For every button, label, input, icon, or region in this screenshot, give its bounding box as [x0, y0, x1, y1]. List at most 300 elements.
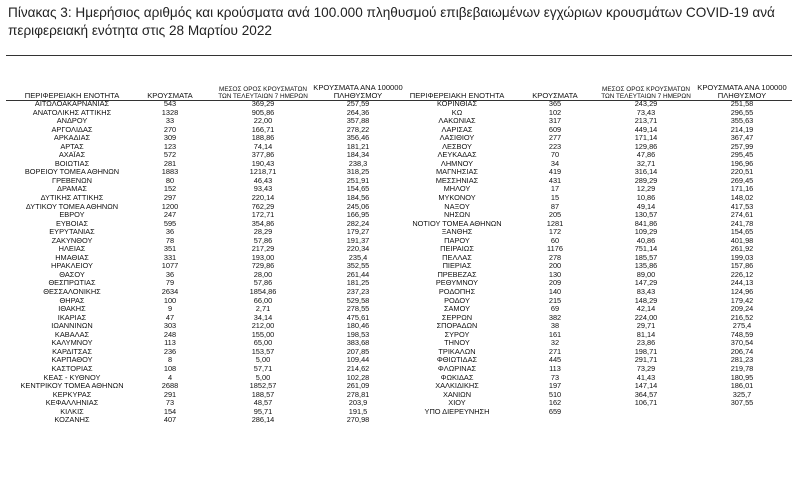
per100k-cell: 216,52	[730, 312, 754, 322]
region-cell: ΚΕΑΣ - ΚΥΘΝΟΥ	[43, 372, 101, 382]
avg7-cell: 291,71	[634, 355, 658, 365]
avg7-cell: 32,71	[636, 158, 656, 168]
header-per100k-left-line1: ΚΡΟΥΣΜΑΤΑ ΑΝΑ 100000	[313, 83, 403, 92]
avg7-cell: 153,57	[251, 346, 275, 356]
per100k-cell: 186,01	[730, 381, 754, 391]
avg7-cell: 5,00	[255, 372, 271, 382]
region-cell: ΑΡΤΑΣ	[60, 141, 84, 151]
region-cell: ΑΙΤΩΛΟΑΚΑΡΝΑΝΙΑΣ	[34, 99, 110, 108]
region-cell: ΚΑΛΥΜΝΟΥ	[51, 338, 93, 348]
right-cases-column	[520, 100, 590, 416]
cases-cell: 572	[163, 150, 177, 160]
region-cell: ΑΡΚΑΔΙΑΣ	[53, 133, 91, 143]
cases-cell: 317	[548, 116, 562, 126]
cases-cell: 510	[548, 389, 562, 399]
cases-cell: 108	[163, 363, 177, 373]
avg7-cell: 83,43	[636, 287, 656, 297]
per100k-cell: 219,78	[730, 363, 754, 373]
region-cell: ΔΡΑΜΑΣ	[57, 184, 87, 194]
region-cell: ΞΑΝΘΗΣ	[441, 227, 473, 237]
per100k-cell: 196,96	[730, 158, 754, 168]
cases-cell: 36	[165, 269, 175, 279]
cases-cell: 205	[548, 210, 562, 220]
per100k-cell: 275,4	[732, 321, 752, 331]
per100k-cell: 214,19	[730, 124, 754, 134]
avg7-cell: 147,14	[634, 381, 658, 391]
region-cell: ΚΑΒΑΛΑΣ	[54, 329, 90, 339]
region-cell: ΡΟΔΟΥ	[444, 295, 470, 305]
cases-cell: 8	[167, 355, 173, 365]
per100k-cell: 207,85	[346, 346, 370, 356]
header-avg7-left-line2: ΤΩΝ ΤΕΛΕΥΤΑΙΩΝ 7 ΗΜΕΡΩΝ	[218, 93, 308, 100]
cases-cell: 309	[163, 133, 177, 143]
region-cell: ΛΑΡΙΣΑΣ	[441, 124, 473, 134]
avg7-cell: 354,86	[251, 218, 275, 228]
cases-cell: 595	[163, 218, 177, 228]
per100k-cell: 401,98	[730, 235, 754, 245]
region-cell: ΣΥΡΟΥ	[444, 329, 470, 339]
header-avg7-left-line1: ΜΕΣΟΣ ΟΡΟΣ ΚΡΟΥΣΜΑΤΩΝ	[219, 86, 307, 93]
cases-cell: 431	[548, 175, 562, 185]
per100k-cell: 124,96	[730, 287, 754, 297]
region-cell: ΛΕΣΒΟΥ	[442, 141, 472, 151]
right-per100k-column	[690, 100, 794, 416]
cases-cell: 1883	[161, 167, 179, 177]
per100k-cell: 154,65	[346, 184, 370, 194]
per100k-cell: 184,34	[346, 150, 370, 160]
cases-cell: 659	[548, 406, 562, 416]
region-cell: ΝΑΞΟΥ	[444, 201, 470, 211]
cases-cell: 102	[548, 107, 562, 117]
per100k-cell: 274,61	[730, 210, 754, 220]
region-cell: ΠΙΕΡΙΑΣ	[442, 261, 472, 271]
region-cell: ΜΥΚΟΝΟΥ	[438, 193, 476, 203]
per100k-cell: 251,91	[346, 175, 370, 185]
per100k-cell: 357,88	[346, 116, 370, 126]
cases-cell: 1281	[546, 218, 564, 228]
region-cell: ΕΥΡΥΤΑΝΙΑΣ	[49, 227, 95, 237]
avg7-cell: 89,00	[636, 269, 656, 279]
avg7-cell: 155,00	[251, 329, 275, 339]
per100k-cell: 199,03	[730, 252, 754, 262]
avg7-cell: 1854,86	[249, 287, 277, 297]
region-cell: ΦΩΚΙΔΑΣ	[440, 372, 474, 382]
avg7-cell: 29,71	[636, 321, 656, 331]
per100k-cell: 179,27	[346, 227, 370, 237]
region-cell: ΠΕΙΡΑΙΩΣ	[440, 244, 474, 254]
avg7-cell	[596, 408, 696, 417]
region-cell: ΝΟΤΙΟΥ ΤΟΜΕΑ ΑΘΗΝΩΝ	[412, 218, 502, 228]
region-cell: ΙΩΑΝΝΙΝΩΝ	[51, 321, 93, 331]
per100k-cell: 191,5	[348, 406, 368, 416]
region-cell: ΥΠΟ ΔΙΕΡΕΥΝΗΣΗ	[424, 406, 490, 416]
cases-cell: 609	[548, 124, 562, 134]
avg7-cell: 93,43	[253, 184, 273, 194]
per100k-cell: 220,34	[346, 244, 370, 254]
avg7-cell: 28,29	[253, 227, 273, 237]
region-cell: ΕΒΡΟΥ	[59, 210, 85, 220]
per100k-cell: 157,86	[730, 261, 754, 271]
avg7-cell: 190,43	[251, 158, 275, 168]
per100k-cell: 257,59	[346, 99, 370, 108]
caption-divider	[6, 55, 792, 56]
per100k-cell: 238,3	[348, 158, 368, 168]
region-cell: ΛΗΜΝΟΥ	[440, 158, 474, 168]
region-cell: ΦΘΙΩΤΙΔΑΣ	[436, 355, 478, 365]
avg7-cell: 47,86	[636, 150, 656, 160]
cases-cell: 79	[165, 278, 175, 288]
region-cell: ΣΑΜΟΥ	[443, 304, 471, 314]
per100k-cell: 154,65	[730, 227, 754, 237]
avg7-cell: 841,86	[634, 218, 658, 228]
per100k-cell: 355,63	[730, 116, 754, 126]
region-cell: ΖΑΚΥΝΘΟΥ	[51, 235, 93, 245]
avg7-cell: 286,14	[251, 415, 275, 425]
avg7-cell: 147,29	[634, 278, 658, 288]
cases-cell: 60	[550, 235, 560, 245]
right-avg7-column	[596, 100, 696, 416]
avg7-cell: 130,57	[634, 210, 658, 220]
per100k-cell: 179,42	[730, 295, 754, 305]
cases-cell: 152	[163, 184, 177, 194]
header-per100k-right-line2: ΠΛΗΘΥΣΜΟΥ	[717, 91, 767, 100]
per100k-cell: 102,28	[346, 372, 370, 382]
per100k-cell: 307,55	[730, 398, 754, 408]
cases-cell: 200	[548, 261, 562, 271]
region-cell: ΤΗΝΟΥ	[444, 338, 470, 348]
per100k-cell: 184,56	[346, 193, 370, 203]
avg7-cell: 28,00	[253, 269, 273, 279]
cases-cell: 87	[550, 201, 560, 211]
header-region-left: ΠΕΡΙΦΕΡΕΙΑΚΗ ΕΝΟΤΗΤΑ	[24, 91, 120, 100]
region-cell: ΚΩ	[451, 107, 463, 117]
cases-cell: 382	[548, 312, 562, 322]
avg7-cell: 2,71	[255, 304, 271, 314]
region-cell: ΘΕΣΠΡΩΤΙΑΣ	[48, 278, 96, 288]
avg7-cell: 188,86	[251, 133, 275, 143]
avg7-cell: 46,43	[253, 175, 273, 185]
cases-cell: 407	[163, 415, 177, 425]
header-avg7-right-line1: ΜΕΣΟΣ ΟΡΟΣ ΚΡΟΥΣΜΑΤΩΝ	[602, 86, 690, 93]
header-cases-left: ΚΡΟΥΣΜΑΤΑ	[147, 91, 193, 100]
region-cell: ΛΑΚΩΝΙΑΣ	[438, 116, 476, 126]
cases-cell: 215	[548, 295, 562, 305]
region-cell: ΠΡΕΒΕΖΑΣ	[437, 269, 477, 279]
region-cell: ΠΑΡΟΥ	[444, 235, 470, 245]
region-cell: ΚΙΛΚΙΣ	[60, 406, 84, 416]
avg7-cell: 166,71	[251, 124, 275, 134]
region-cell: ΒΟΡΕΙΟΥ ΤΟΜΕΑ ΑΘΗΝΩΝ	[24, 167, 120, 177]
header-per100k-right-line1: ΚΡΟΥΣΜΑΤΑ ΑΝΑ 100000	[697, 83, 787, 92]
cases-cell: 113	[549, 363, 561, 373]
per100k-cell: 318,25	[346, 167, 370, 177]
cases-cell: 80	[165, 175, 175, 185]
avg7-cell: 41,43	[636, 372, 656, 382]
avg7-cell: 217,29	[251, 244, 275, 254]
region-cell: ΦΛΩΡΙΝΑΣ	[437, 363, 477, 373]
per100k-cell: 235,4	[348, 252, 368, 262]
per100k-cell: 748,59	[730, 329, 754, 339]
cases-cell: 248	[163, 329, 177, 339]
region-cell: ΠΕΛΛΑΣ	[442, 252, 472, 262]
per100k-cell: 237,23	[346, 287, 370, 297]
avg7-cell: 364,57	[634, 389, 658, 399]
cases-cell: 223	[548, 141, 562, 151]
cases-cell: 36	[165, 227, 175, 237]
cases-cell: 130	[548, 269, 562, 279]
region-cell: ΘΕΣΣΑΛΟΝΙΚΗΣ	[43, 287, 101, 297]
region-cell: ΤΡΙΚΑΛΩΝ	[438, 346, 476, 356]
avg7-cell: 42,14	[636, 304, 656, 314]
avg7-cell: 57,71	[253, 363, 273, 373]
avg7-cell: 22,00	[253, 116, 273, 126]
cases-cell: 73	[550, 372, 560, 382]
per100k-cell: 370,54	[730, 338, 754, 348]
cases-cell: 47	[165, 312, 175, 322]
per100k-cell: 325,7	[732, 389, 752, 399]
avg7-cell: 73,29	[636, 363, 656, 373]
per100k-cell: 180,95	[730, 372, 754, 382]
avg7-cell: 65,00	[253, 338, 273, 348]
per100k-cell: 261,92	[730, 244, 754, 254]
per100k-cell: 278,55	[346, 304, 370, 314]
cases-cell: 172	[548, 227, 562, 237]
region-cell: ΘΑΣΟΥ	[59, 269, 85, 279]
region-cell: ΓΡΕΒΕΝΩΝ	[52, 175, 92, 185]
per100k-cell: 251,58	[730, 99, 754, 108]
avg7-cell: 172,71	[251, 210, 275, 220]
header-cases-right: ΚΡΟΥΣΜΑΤΑ	[532, 91, 578, 100]
region-cell: ΔΥΤΙΚΗΣ ΑΤΤΙΚΗΣ	[40, 193, 104, 203]
per100k-cell: 226,12	[730, 269, 754, 279]
avg7-cell: 95,71	[253, 406, 273, 416]
cases-cell: 271	[548, 346, 562, 356]
cases-cell: 9	[167, 304, 173, 314]
avg7-cell: 10,86	[636, 193, 656, 203]
avg7-cell: 148,29	[634, 295, 658, 305]
cases-cell: 278	[548, 252, 562, 262]
per100k-cell: 109,44	[346, 355, 370, 365]
cases-cell: 445	[548, 355, 562, 365]
avg7-cell: 198,71	[634, 346, 658, 356]
region-cell: ΑΝΔΡΟΥ	[56, 116, 88, 126]
cases-cell: 281	[163, 158, 177, 168]
per100k-cell: 356,46	[346, 133, 370, 143]
cases-cell: 100	[163, 295, 177, 305]
per100k-cell: 166,95	[346, 210, 370, 220]
per100k-cell: 198,53	[346, 329, 370, 339]
avg7-cell: 109,29	[634, 227, 658, 237]
left-per100k-column	[306, 100, 410, 425]
cases-cell: 291	[163, 389, 177, 399]
avg7-cell: 369,29	[251, 99, 275, 108]
cases-cell: 70	[550, 150, 560, 160]
region-cell: ΜΗΛΟΥ	[443, 184, 471, 194]
avg7-cell: 5,00	[255, 355, 271, 365]
avg7-cell: 220,14	[251, 193, 275, 203]
avg7-cell: 188,57	[251, 389, 275, 399]
cases-cell: 277	[548, 133, 562, 143]
per100k-cell: 282,24	[346, 218, 370, 228]
per100k-cell: 269,45	[730, 175, 754, 185]
region-cell: ΜΕΣΣΗΝΙΑΣ	[435, 175, 479, 185]
per100k-cell: 261,09	[346, 381, 370, 391]
avg7-cell: 40,86	[636, 235, 656, 245]
per100k-cell: 203,9	[348, 398, 368, 408]
cases-cell: 1077	[161, 261, 179, 271]
avg7-cell: 213,71	[634, 116, 658, 126]
per100k-cell: 191,37	[346, 235, 370, 245]
avg7-cell: 34,14	[253, 312, 273, 322]
per100k-cell: 281,23	[730, 355, 754, 365]
region-cell: ΒΟΙΩΤΙΑΣ	[54, 158, 90, 168]
table-caption: Πίνακας 3: Ημερήσιος αριθμός και κρούσματα ανά 100.000 πληθυσμού επιβεβαιωμένων εγχώριων κρουσμάτων COVID-19 ανά περιφερειακή ενότητα στις 28 Μαρτίου 2022	[8, 5, 775, 38]
region-cell: ΕΥΒΟΙΑΣ	[55, 218, 89, 228]
avg7-cell: 48,57	[253, 398, 273, 408]
per100k-cell: 244,13	[730, 278, 754, 288]
cases-cell: 351	[163, 244, 177, 254]
per100k-cell: 171,16	[730, 184, 754, 194]
region-cell: ΑΝΑΤΟΛΙΚΗΣ ΑΤΤΙΚΗΣ	[32, 107, 112, 117]
per100k-cell: 209,24	[730, 304, 754, 314]
avg7-cell: 762,29	[251, 201, 275, 211]
cases-cell: 78	[165, 235, 175, 245]
cases-cell: 4	[167, 372, 173, 382]
per100k-cell: 181,21	[346, 141, 370, 151]
region-cell: ΗΡΑΚΛΕΙΟΥ	[51, 261, 93, 271]
per100k-cell: 367,47	[730, 133, 754, 143]
cases-cell: 1328	[161, 107, 179, 117]
avg7-cell: 729,86	[251, 261, 275, 271]
region-cell: ΚΟΖΑΝΗΣ	[54, 415, 90, 425]
per100k-cell: 352,55	[346, 261, 370, 271]
cases-cell: 1176	[547, 244, 563, 254]
avg7-cell: 449,14	[634, 124, 658, 134]
cases-cell: 34	[550, 158, 560, 168]
per100k-cell: 181,25	[346, 278, 370, 288]
cases-cell: 32	[550, 338, 560, 348]
per100k-cell: 417,53	[730, 201, 754, 211]
left-region-column	[6, 100, 138, 425]
per100k-cell: 270,98	[346, 415, 370, 425]
avg7-cell: 224,00	[634, 312, 658, 322]
cases-cell: 154	[163, 406, 177, 416]
per100k-cell: 475,61	[346, 312, 370, 322]
cases-cell: 33	[165, 116, 175, 126]
avg7-cell: 1218,71	[249, 167, 277, 177]
avg7-cell: 81,14	[636, 329, 656, 339]
per100k-cell: 529,58	[346, 295, 370, 305]
cases-cell: 1200	[161, 201, 179, 211]
region-cell: ΧΑΝΙΩΝ	[442, 389, 472, 399]
region-cell: ΧΑΛΚΙΔΙΚΗΣ	[435, 381, 479, 391]
cases-cell: 140	[548, 287, 562, 297]
cases-cell: 162	[548, 398, 562, 408]
region-cell: ΚΑΣΤΟΡΙΑΣ	[51, 363, 93, 373]
avg7-cell: 316,14	[634, 167, 658, 177]
per100k-cell: 278,81	[346, 389, 370, 399]
avg7-cell: 905,86	[251, 107, 275, 117]
per100k-cell: 264,36	[346, 107, 370, 117]
per100k-cell: 295,45	[730, 150, 754, 160]
header-avg7-right-line2: ΤΩΝ ΤΕΛΕΥΤΑΙΩΝ 7 ΗΜΕΡΩΝ	[601, 93, 691, 100]
cases-cell: 247	[163, 210, 177, 220]
per100k-cell: 206,74	[730, 346, 754, 356]
cases-cell: 38	[550, 321, 560, 331]
cases-cell: 161	[548, 329, 562, 339]
cases-cell: 197	[548, 381, 562, 391]
region-cell: ΚΟΡΙΝΘΙΑΣ	[436, 99, 478, 108]
per100k-cell: 220,51	[730, 167, 754, 177]
region-cell: ΡΕΘΥΜΝΟΥ	[435, 278, 479, 288]
avg7-cell: 57,86	[253, 235, 273, 245]
avg7-cell: 289,29	[634, 175, 658, 185]
cases-cell: 209	[548, 278, 562, 288]
avg7-cell: 377,86	[251, 150, 275, 160]
region-cell: ΔΥΤΙΚΟΥ ΤΟΜΕΑ ΑΘΗΝΩΝ	[25, 201, 119, 211]
avg7-cell: 66,00	[253, 295, 273, 305]
region-cell: ΙΚΑΡΙΑΣ	[57, 312, 87, 322]
cases-cell: 419	[548, 167, 562, 177]
cases-cell: 113	[164, 338, 176, 348]
region-cell: ΚΕΦΑΛΛΗΝΙΑΣ	[45, 398, 99, 408]
per100k-cell: 148,02	[730, 193, 754, 203]
per100k-cell: 245,06	[346, 201, 370, 211]
right-region-column	[396, 100, 518, 416]
avg7-cell: 185,57	[634, 252, 658, 262]
per100k-cell: 383,68	[346, 338, 370, 348]
header-per100k-left-line2: ΠΛΗΘΥΣΜΟΥ	[333, 91, 383, 100]
region-cell: ΛΑΣΙΘΙΟΥ	[439, 133, 475, 143]
per100k-cell: 261,44	[346, 269, 370, 279]
region-cell: ΡΟΔΟΠΗΣ	[438, 287, 476, 297]
region-cell: ΚΑΡΔΙΤΣΑΣ	[52, 346, 92, 356]
region-cell: ΘΗΡΑΣ	[59, 295, 85, 305]
avg7-cell: 73,43	[636, 107, 656, 117]
region-cell: ΚΕΡΚΥΡΑΣ	[52, 389, 92, 399]
avg7-cell: 1852,57	[249, 381, 277, 391]
region-cell: ΑΡΓΟΛΙΔΑΣ	[51, 124, 93, 134]
avg7-cell: 23,86	[636, 338, 656, 348]
avg7-cell: 106,71	[634, 398, 658, 408]
per100k-cell: 180,46	[346, 321, 370, 331]
avg7-cell: 129,86	[634, 141, 658, 151]
cases-cell: 73	[165, 398, 175, 408]
per100k-cell: 278,22	[346, 124, 370, 134]
cases-cell: 15	[550, 193, 560, 203]
region-cell: ΣΕΡΡΩΝ	[441, 312, 473, 322]
region-cell: ΣΠΟΡΑΔΩΝ	[436, 321, 478, 331]
avg7-cell: 751,14	[634, 244, 658, 254]
region-cell: ΗΛΕΙΑΣ	[58, 244, 86, 254]
per100k-cell: 241,78	[730, 218, 754, 228]
header-region-right: ΠΕΡΙΦΕΡΕΙΑΚΗ ΕΝΟΤΗΤΑ	[409, 91, 505, 100]
avg7-cell: 57,86	[253, 278, 273, 288]
left-cases-column	[140, 100, 200, 425]
region-cell: ΙΘΑΚΗΣ	[58, 304, 86, 314]
region-cell: ΝΗΣΩΝ	[443, 210, 471, 220]
region-cell: ΚΑΡΠΑΘΟΥ	[51, 355, 93, 365]
cases-cell: 17	[550, 184, 560, 194]
avg7-cell: 212,00	[251, 321, 275, 331]
avg7-cell: 243,29	[634, 99, 658, 108]
per100k-cell	[690, 408, 794, 417]
avg7-cell: 74,14	[253, 141, 273, 151]
per100k-cell: 214,62	[346, 363, 370, 373]
avg7-cell: 171,14	[634, 133, 658, 143]
avg7-cell: 12,29	[636, 184, 656, 194]
region-cell: ΗΜΑΘΙΑΣ	[55, 252, 89, 262]
